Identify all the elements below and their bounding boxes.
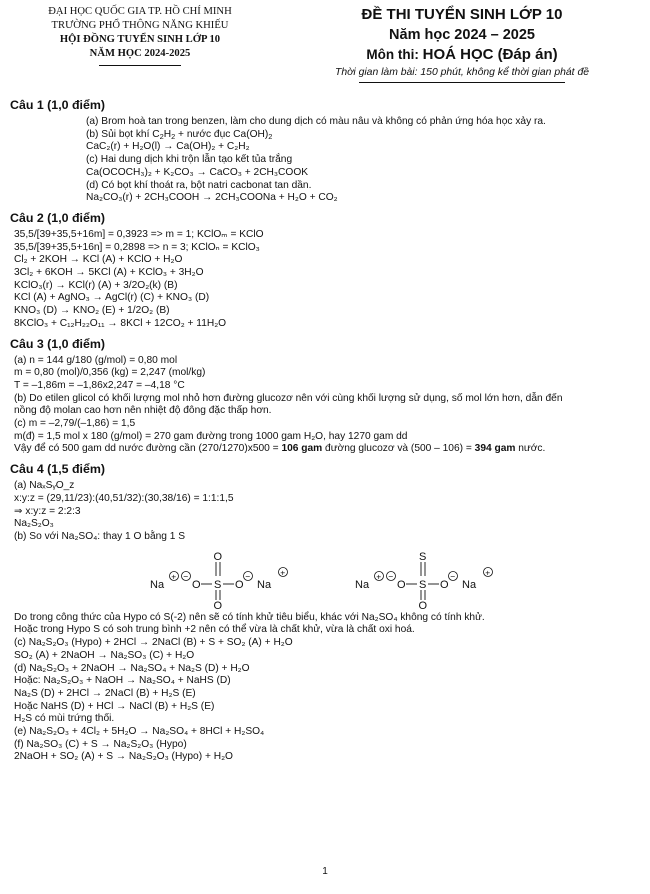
sulfate-thiosulfate-structures [150,546,590,610]
exam-time-note: Thời gian làm bài: 150 phút, không kể thời gian phát đề [334,67,590,78]
q4-line: ⇒ x:y:z = 2:2:3 [14,505,81,517]
o-atom-bottom: O [418,599,428,610]
q2-line: 35,5/[39+35,5+16m] = 0,3923 => m = 1; KClOₘ = KClO [14,228,264,240]
q1-b: (b) Sủi bọt khí $C_2H_2$ + nước đục $Ca(OH)_2$ [86,128,273,141]
minus-sign: − [388,570,394,581]
s-atom-top: S [419,550,427,563]
q4-line: (e) Na₂S₂O₃ + 4Cl₂ + 5H₂O → Na₂SO₄ + 8HCl + H₂SO₄ [14,726,265,738]
q4-line: Do trong công thức của Hypo có S(-2) nên sẽ có tính khử tiêu biểu, khác với Na₂SO₄ không có tính khử. [14,611,485,623]
na-atom: Na [355,578,370,591]
q3-line: m(đ) = 1,5 mol x 180 (g/mol) = 270 gam đường trong 1000 gam H₂O, hay 1270 gam dd [14,430,408,442]
q1-c-eq: Ca(OCOCH₃)₂ + K₂CO₃ → CaCO₃ + 2CH₃COOK [86,166,309,178]
q1-a: (a) Brom hoà tan trong benzen, làm cho dung dịch có màu nâu và không có phản ứng hóa học xảy ra. [86,116,546,127]
q4-title: Câu 4 (1,5 điểm) [10,462,106,477]
o-atom: O [235,578,244,591]
q3-line: (b) Do etilen glicol có khối lượng mol nhỏ hơn đường glucozơ nên với cùng khối lượng sử dụng, số mol lớn hơn, dẫn đến nồng độ molan cao hơn nên nhiệt độ đông đặc thấp hơn. [14,392,563,417]
q4-line: 2NaOH + SO₂ (A) + S → Na₂S₂O₃ (Hypo) + H₂O [14,751,233,763]
q3-line: (c) m = –2,79/(–1,86) = 1,5 [14,418,136,430]
q4-line: x:y:z = (29,11/23):(40,51/32):(30,38/16) = 1:1:1,5 [14,492,234,504]
o-atom: O [397,578,406,591]
o-atom-top: O [213,550,223,563]
q4-line: Na₂S₂O₃ [14,518,54,530]
q4-line: Hoặc: Na₂S₂O₃ + NaOH → Na₂SO₄ + NaHS (D) [14,675,231,687]
plus-sign: + [376,570,382,581]
q3-title: Câu 3 (1,0 điểm) [10,336,106,351]
exam-year: Năm học 2024 – 2025 [389,27,535,43]
q2-line: 8KClO₃ + C₁₂H₂₂O₁₁ → 8KCl + 12CO₂ + 11H₂O [14,317,227,329]
q3-conclusion-end: nước. [515,443,546,455]
q4-line: (b) So với Na₂SO₄: thay 1 O bằng 1 S [14,530,186,542]
q2-line: 35,5/[39+35,5+16n] = 0,2898 => n = 3; KClOₙ = KClO₃ [14,241,260,253]
issuer-line-2: TRƯỜNG PHỔ THÔNG NĂNG KHIẾU [51,20,229,31]
na-atom: Na [150,578,165,591]
q2-line: Cl₂ + 2KOH → KCl (A) + KClO + H₂O [14,254,183,266]
plus-sign: + [171,570,177,581]
na-atom: Na [462,578,477,591]
q2-title: Câu 2 (1,0 điểm) [10,210,106,225]
q3-answer-water: 394 gam [474,443,516,455]
na-atom: Na [257,578,272,591]
q3-answers [14,355,582,457]
q1-b-text: (b) Sủi bọt khí C [86,128,160,140]
q2-line: KClO₃(r) → KCl(r) (A) + 3/2O₂(k) (B) [14,279,178,291]
o-atom: O [192,578,201,591]
subject-name: HOÁ HỌC (Đáp án) [422,46,558,63]
q2-answers [14,229,630,331]
exam-title-block [286,5,638,83]
exam-title: ĐỀ THI TUYỂN SINH LỚP 10 [361,6,563,23]
q1-d: (d) Có bọt khí thoát ra, bột natri cacbonat tan dần. [86,179,312,191]
q4-line: SO₂ (A) + 2NaOH → Na₂SO₃ (C) + H₂O [14,649,195,661]
q3-conclusion [14,443,582,456]
q3-conclusion-mid: đường glucozơ và (500 – 106) = [322,443,475,455]
q3-conclusion-text: Vậy để có 500 gam dd nước đường cần (270/1270)x500 = [14,443,282,455]
minus-sign: − [245,570,251,581]
issuer-line-3: HỘI ĐỒNG TUYỂN SINH LỚP 10 [59,34,221,45]
issuer-underline [99,65,181,66]
q4-answers-a [14,480,630,544]
q1-c: (c) Hai dung dịch khi trộn lẫn tạo kết tủa trắng [86,154,293,166]
q3-answer-glucose: 106 gam [281,443,323,455]
sodium-sulfate-structure [150,551,288,610]
s-atom: S [214,578,222,591]
q4-answers-b [14,612,630,764]
q2-line: KNO₃ (D) → KNO₂ (E) + 1/2O₂ (B) [14,305,170,317]
issuer-line-1: ĐẠI HỌC QUỐC GIA TP. HỒ CHÍ MINH [48,6,232,17]
plus-sign: + [485,566,491,577]
issuer-block [14,5,266,66]
answer-body [10,98,630,764]
title-underline [359,82,565,83]
s-atom: S [419,578,427,591]
exam-subject [286,45,638,65]
sodium-thiosulfate-structure [355,551,493,610]
structure-diagrams [70,546,630,610]
q1-title: Câu 1 (1,0 điểm) [10,98,106,112]
minus-sign: − [450,570,456,581]
q1-d-eq: Na₂CO₃(r) + 2CH₃COOH → 2CH₃COONa + H₂O + CO₂ [86,192,338,204]
q4-line: Hoặc NaHS (D) + HCl → NaCl (B) + H₂S (E) [14,700,215,712]
q3-line: m = 0,80 (mol)/0,356 (kg) = 2,247 (mol/kg) [14,367,206,379]
q4-line: (a) NaₓSᵧO_z [14,480,75,492]
q4-line: Na₂S (D) + 2HCl → 2NaCl (B) + H₂S (E) [14,687,196,699]
q2-line: 3Cl₂ + 6KOH → 5KCl (A) + KClO₃ + 3H₂O [14,267,204,279]
issuer-line-4: NĂM HỌC 2024-2025 [89,48,191,59]
q2-line: KCl (A) + AgNO₃ → AgCl(r) (C) + KNO₃ (D) [14,292,210,304]
q3-line: T = –1,86m = –1,86x2,247 = –4,18 °C [14,379,185,391]
q4-line: (d) Na₂S₂O₃ + 2NaOH → Na₂SO₄ + Na₂S (D) + H₂O [14,662,250,674]
q4-line: (c) Na₂S₂O₃ (Hypo) + 2HCl → 2NaCl (B) + S + SO₂ (A) + H₂O [14,637,293,649]
q4-line: H₂S có mùi trứng thối. [14,713,115,725]
plus-sign: + [280,566,286,577]
o-atom-bottom: O [213,599,223,610]
q4-line: (f) Na₂SO₃ (C) + S → Na₂S₂O₃ (Hypo) [14,738,187,750]
q1-b-eq: CaC₂(r) + H₂O(l) → Ca(OH)₂ + C₂H₂ [86,141,250,153]
q4-line: Hoặc trong Hypo S có soh trung bình +2 nên có thể vừa là chất khử, vừa là chất oxi hoá. [14,624,415,636]
subject-prefix: Môn thi: [366,47,423,62]
q1-b-rest: + nước đục Ca(OH) [175,128,269,140]
minus-sign: − [183,570,189,581]
q1-answers [70,116,630,205]
q3-line: (a) n = 144 g/180 (g/mol) = 0,80 mol [14,354,178,366]
page-number: 1 [322,866,328,877]
o-atom: O [440,578,449,591]
